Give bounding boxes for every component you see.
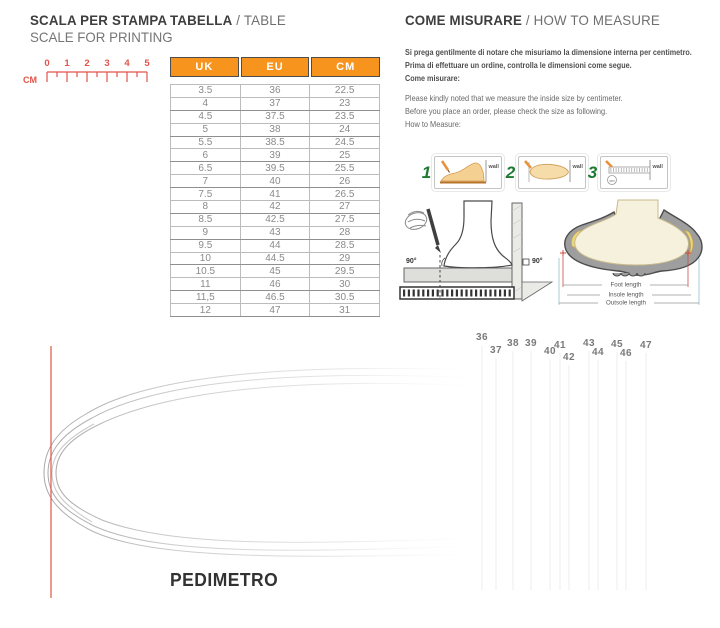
ruler-number: 0 (44, 58, 50, 69)
step-number: 2 (505, 162, 516, 182)
table-cell: 39 (240, 149, 310, 162)
table-cell: 28.5 (310, 239, 380, 252)
table-cell: 7.5 (171, 188, 241, 201)
measure-intro-english (405, 92, 623, 131)
measure-step-2 (504, 156, 586, 189)
cm-circle-label: cm (609, 178, 615, 183)
table-cell: 46.5 (240, 291, 310, 304)
table-row (171, 265, 380, 278)
wall-base-wedge (522, 282, 552, 301)
table-row (171, 97, 380, 110)
size-label: 39 (524, 338, 538, 349)
table-row (171, 291, 380, 304)
table-cell: 26.5 (310, 188, 380, 201)
table-cell: 38.5 (240, 136, 310, 149)
foot-top-view-icon (519, 157, 583, 186)
size-table (170, 84, 380, 317)
table-cell: 43 (240, 226, 310, 239)
table-row (171, 252, 380, 265)
pedimeter-title: PEDIMETRO (170, 570, 279, 590)
table-cell: 10 (171, 252, 241, 265)
table-cell: 4.5 (171, 110, 241, 123)
table-cell: 26 (310, 175, 380, 188)
size-label: 43 (582, 338, 596, 349)
table-cell: 39.5 (240, 162, 310, 175)
table-cell: 27 (310, 201, 380, 214)
foot-length-diagram (558, 194, 718, 318)
pedimeter-outline (0, 326, 720, 616)
column-header-cm: CM (311, 57, 380, 77)
measure-title-bold: COME MISURARE (405, 12, 523, 28)
table-cell: 5 (171, 123, 241, 136)
step-number: 1 (421, 162, 432, 182)
table-cell: 24.5 (310, 136, 380, 149)
table-row (171, 278, 380, 291)
wall-label: wall (652, 164, 663, 170)
intro-it-line: Si prega gentilmente di notare che misuriamo la dimensione interna per centimetro. (405, 47, 692, 57)
table-cell: 5.5 (171, 136, 241, 149)
table-row (171, 162, 380, 175)
table-cell: 9.5 (171, 239, 241, 252)
table-row (171, 239, 380, 252)
column-header-eu: EU (241, 57, 310, 77)
ruler-unit-label: CM (23, 75, 37, 85)
measure-intro-italian (405, 46, 692, 85)
table-cell: 37.5 (240, 110, 310, 123)
scale-subtitle: SCALE FOR PRINTING (30, 29, 173, 45)
table-row (171, 136, 380, 149)
table-cell: 37 (240, 97, 310, 110)
size-label: 41 (553, 340, 567, 351)
measure-step-3 (586, 156, 668, 189)
size-label: 38 (506, 338, 520, 349)
table-cell: 8 (171, 201, 241, 214)
table-cell: 12 (171, 304, 241, 317)
wall-label: wall (572, 164, 583, 170)
table-cell: 24 (310, 123, 380, 136)
table-row (171, 226, 380, 239)
table-cell: 44.5 (240, 252, 310, 265)
measure-title-suffix: / HOW TO MEASURE (522, 12, 660, 28)
table-row (171, 85, 380, 98)
size-table-header (170, 57, 380, 77)
table-row (171, 110, 380, 123)
ruler-measure-icon (601, 157, 665, 186)
step-number: 3 (587, 162, 598, 182)
ruler-number: 3 (104, 58, 110, 69)
table-row (171, 304, 380, 317)
scale-title: SCALA PER STAMPA (30, 12, 168, 28)
table-cell: 30.5 (310, 291, 380, 304)
table-cell: 11 (171, 278, 241, 291)
pencil-icon (428, 209, 438, 245)
size-label: 37 (489, 345, 503, 356)
table-cell: 29 (310, 252, 380, 265)
intro-it-line: Prima di effettuare un ordine, controlla le dimensioni come segue. (405, 60, 632, 70)
table-cell: 42 (240, 201, 310, 214)
foot-profile-sketch (444, 201, 512, 268)
table-title-suffix: / TABLE (232, 12, 286, 28)
measure-step-1 (420, 156, 502, 189)
ruler-ticks (47, 72, 147, 82)
table-row (171, 149, 380, 162)
table-cell: 6.5 (171, 162, 241, 175)
hand-sketch (403, 210, 429, 233)
table-cell: 11,5 (171, 291, 241, 304)
table-cell: 7 (171, 175, 241, 188)
table-cell: 23 (310, 97, 380, 110)
tread-bumps (613, 273, 645, 276)
ruler-number: 1 (64, 58, 70, 69)
table-title (170, 12, 286, 28)
floor-bar (404, 268, 512, 282)
measuring-against-wall-illustration (398, 197, 560, 317)
table-cell: 47 (240, 304, 310, 317)
column-header-uk: UK (170, 57, 239, 77)
table-row (171, 123, 380, 136)
table-cell: 3.5 (171, 85, 241, 98)
wall-label: wall (488, 164, 499, 170)
table-cell: 25.5 (310, 162, 380, 175)
table-cell: 4 (171, 97, 241, 110)
size-label: 45 (610, 339, 624, 350)
table-title-bold: TABELLA (170, 12, 233, 28)
ruler-number: 4 (124, 58, 130, 69)
table-cell: 31 (310, 304, 380, 317)
table-cell: 38 (240, 123, 310, 136)
table-cell: 27.5 (310, 213, 380, 226)
table-cell: 40 (240, 175, 310, 188)
table-cell: 23.5 (310, 110, 380, 123)
table-cell: 8.5 (171, 213, 241, 226)
size-label: 40 (543, 346, 557, 357)
step-illustration-box (434, 156, 502, 189)
foot-outline-curves (44, 368, 480, 556)
intro-it-line: Come misurare: (405, 73, 460, 83)
angle-label-left: 90° (406, 258, 417, 265)
table-cell: 36 (240, 85, 310, 98)
size-label: 42 (562, 352, 576, 363)
table-cell: 6 (171, 149, 241, 162)
table-row (171, 188, 380, 201)
size-guide-lines (482, 346, 646, 590)
table-row (171, 175, 380, 188)
foot-shape (575, 200, 689, 265)
table-cell: 30 (310, 278, 380, 291)
insole-length-label: Insole length (608, 291, 644, 299)
size-table-body (171, 85, 380, 317)
ruler-number: 5 (144, 58, 150, 69)
outsole-length-label: Outsole length (606, 299, 646, 307)
size-label: 36 (475, 332, 489, 343)
foot-length-label: Foot length (610, 281, 642, 289)
step-illustration-box (600, 156, 668, 189)
table-cell: 25 (310, 149, 380, 162)
table-cell: 46 (240, 278, 310, 291)
table-row (171, 201, 380, 214)
measure-title (405, 12, 660, 28)
table-cell: 29.5 (310, 265, 380, 278)
intro-en-line: Please kindly noted that we measure the inside size by centimeter. (405, 93, 623, 103)
table-cell: 42.5 (240, 213, 310, 226)
print-scale-ruler (22, 50, 156, 90)
size-label: 46 (619, 348, 633, 359)
foot-side-view-icon (435, 157, 499, 186)
table-cell: 44 (240, 239, 310, 252)
intro-en-line: Before you place an order, please check the size as following. (405, 106, 608, 116)
size-label: 44 (591, 347, 605, 358)
step-illustration-box (518, 156, 586, 189)
table-cell: 9 (171, 226, 241, 239)
angle-label-right: 90° (532, 258, 543, 265)
intro-en-line: How to Measure: (405, 119, 461, 129)
table-cell: 22.5 (310, 85, 380, 98)
table-cell: 28 (310, 226, 380, 239)
table-cell: 41 (240, 188, 310, 201)
ruler-number: 2 (84, 58, 90, 69)
table-cell: 45 (240, 265, 310, 278)
table-cell: 10.5 (171, 265, 241, 278)
size-label: 47 (639, 340, 653, 351)
table-row (171, 213, 380, 226)
